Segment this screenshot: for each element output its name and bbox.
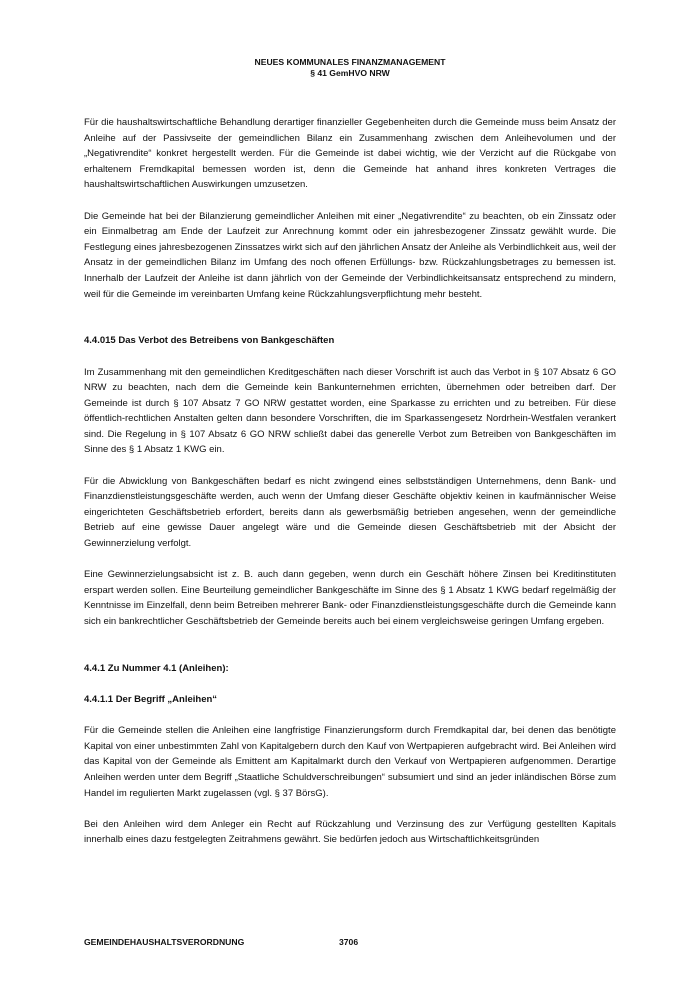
paragraph: Im Zusammenhang mit den gemeindlichen Kreditgeschäften nach dieser Vorschrift ist auch das Verbot in § 107 Absatz 6 GO NRW zu beachten, nach dem die Gemeinde kein Bankunternehmen errichten, übernehmen oder betreiben darf. Der Gemeinde ist durch § 107 Absatz 7 GO NRW gestattet worden, eine Sparkasse zu errichten und zu betreiben. Für diese öffentlich-rechtlichen Anstalten gelten dann besondere Vorschriften, die im Sparkassengesetz Nordrhein-Westfalen verankert sind. Die Regelung in § 107 Absatz 6 GO NRW schließt dabei das generelle Verbot zum Betreiben von Bankgeschäften im Sinne des § 1 Absatz 1 KWG ein.: [84, 366, 616, 456]
document-body: [84, 115, 616, 864]
paragraph: Die Gemeinde hat bei der Bilanzierung gemeindlicher Anleihen mit einer „Negativrendite“ zu beachten, ob ein Zinssatz oder ein Einmalbetrag am Ende der Laufzeit zur Anrechnung kommt oder ein jahresbezogener Zinssatz gewählt wurde. Die Festlegung eines jahresbezogenen Zinssatzes wirkt sich auf den jährlichen Ansatz der Anleihe als Verbindlichkeit aus, weil der Ansatz in der gemeindlichen Bilanz im Umfang des noch offenen Erfüllungs- bzw. Rückzahlungsbetrages zu bemessen ist. Innerhalb der Laufzeit der Anleihe ist dann jährlich von der Gemeinde der Verbindlichkeitsansatz entsprechend zu mindern, weil für die Gemeinde im vereinbarten Umfang keine Rückzahlungsverpflichtung mehr besteht.: [84, 210, 616, 300]
spacer: [84, 645, 616, 661]
header-section: § 41 GemHVO NRW: [310, 68, 390, 78]
paragraph: Bei den Anleihen wird dem Anleger ein Recht auf Rückzahlung und Verzinsung des zur Verfügung gestellten Kapitals innerhalb eines dazu festgelegten Zeitrahmens gewährt. Sie bedürfen jedoch aus Wirtschaftlichkeitsgründen: [84, 818, 616, 846]
page-footer: [84, 937, 359, 948]
subsection-heading: 4.4.1.1 Der Begriff „Anleihen“: [84, 693, 218, 705]
paragraph: Für die Gemeinde stellen die Anleihen eine langfristige Finanzierungsform durch Fremdkapital dar, bei denen das benötigte Kapital von einer unbestimmten Zahl von Kapitalgebern durch den Kauf von Wertpapieren aufgebracht wird. Bei Anleihen wird das Kapital von der Gemeinde als Emittent am Kapitalmarkt durch den Verkauf von Wertpapieren aufgenommen. Derartige Anleihen werden unter dem Begriff „Staatliche Schuldverschreibungen“ subsumiert und sind an jeder inländischen Börse zum Handel im regulierten Markt zugelassen (vgl. § 37 BörsG).: [84, 725, 616, 799]
footer-title: GEMEINDEHAUSHALTSVERORDNUNG: [84, 937, 245, 947]
paragraph: Für die Abwicklung von Bankgeschäften bedarf es nicht zwingend eines selbstständigen Unternehmens, denn Bank- und Finanzdienstleistungsgeschäfte werden, auch wenn der Umfang dieser Geschäfte objektiv keinen in kaufmännischer Weise eingerichteten Geschäftsbetrieb erfordert, bereits dann als gewerbsmäßig betrieben angesehen, wenn der gemeindliche Betrieb auf eine gewisse Dauer angelegt wäre und die Gemeinde diesen Geschäftsbetrieb mit der Absicht der Gewinnerzielung verfolgt.: [84, 475, 616, 550]
spacer: [84, 318, 616, 334]
paragraph: Für die haushaltswirtschaftliche Behandlung derartiger finanzieller Gegebenheiten durch die Gemeinde muss beim Ansatz der Anleihe auf der Passivseite der gemeindlichen Bilanz ein Zusammenhang zwischen dem Anleihevolumen und der „Negativrendite“ konkret hergestellt werden. Für die Gemeinde ist dabei wichtig, wie der Verzicht auf die Rückgabe von erhaltenem Fremdkapital bemessen worden ist, denn die Gemeinde hat anhand ihres konkreten Vertrages die haushaltswirtschaftlichen Auswirkungen umzusetzen.: [84, 117, 616, 191]
paragraph: Eine Gewinnerzielungsabsicht ist z. B. auch dann gegeben, wenn durch ein Geschäft höhere Zinsen bei Kreditinstituten erspart werden sollen. Eine Beurteilung gemeindlicher Bankgeschäfte im Sinne des § 1 Absatz 1 KWG bedarf regelmäßig der Kenntnisse im Einzelfall, denn beim Betreiben mehrerer Bank- oder Finanzdienstleistungsgeschäfte durch die Gemeinde kann sich ein bankrechtlicher Geschäftsbetrieb der Gemeinde bereits auch bei einem vergleichsweise geringen Umfang ergeben.: [84, 569, 616, 627]
section-heading: 4.4.015 Das Verbot des Betreibens von Bankgeschäften: [84, 335, 335, 347]
section-heading: 4.4.1 Zu Nummer 4.1 (Anleihen):: [84, 662, 229, 674]
header-title: NEUES KOMMUNALES FINANZMANAGEMENT: [254, 57, 446, 67]
page-header: [0, 57, 700, 79]
page-number: 3706: [339, 937, 359, 947]
